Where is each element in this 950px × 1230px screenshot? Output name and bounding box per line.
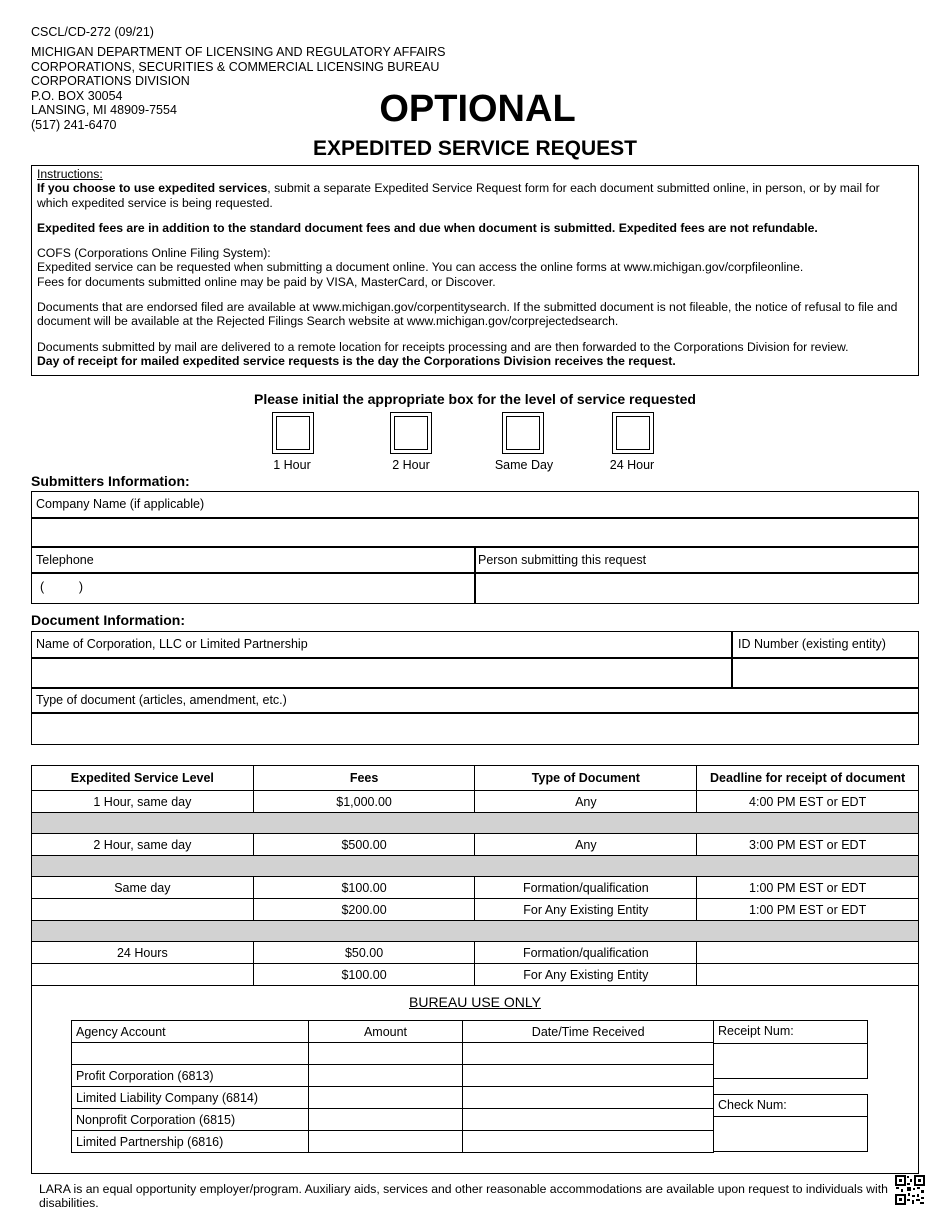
document-section-title: Document Information: <box>31 612 185 628</box>
check-number-box <box>713 1094 868 1152</box>
agency-line: CORPORATIONS DIVISION <box>31 74 190 88</box>
form-title: OPTIONAL <box>379 88 576 130</box>
instructions-cofs-text: Expedited service can be requested when submitting a document online. You can access the online forms at www.michigan.gov/corpfileonline. <box>37 260 804 275</box>
footer-statement: LARA is an equal opportunity employer/program. Auxiliary aids, services and other reasonable accommodations are available upon request to individuals with disabilities. <box>39 1182 888 1210</box>
column-header: Type of Document <box>475 766 697 791</box>
table-row <box>72 1087 714 1109</box>
column-header: Agency Account <box>72 1021 309 1043</box>
column-header: Date/Time Received <box>463 1021 714 1043</box>
service-1-hour-checkbox[interactable] <box>272 412 314 454</box>
id-number-field[interactable] <box>734 659 916 686</box>
telephone-field[interactable]: ( ) <box>40 580 84 594</box>
table-row <box>72 1131 714 1153</box>
table-cell: $100.00 <box>253 877 475 899</box>
instructions-cofs-payment: Fees for documents submitted online may be paid by VISA, MasterCard, or Discover. <box>37 274 496 289</box>
table-cell: Formation/qualification <box>475 942 697 964</box>
table-cell <box>697 964 919 986</box>
table-separator-row <box>32 921 919 942</box>
table-cell: Any <box>475 791 697 813</box>
date-received-field[interactable] <box>463 1043 714 1065</box>
receipt-number-label: Receipt Num: <box>718 1024 794 1038</box>
telephone-label: Telephone <box>36 553 94 567</box>
instructions-mail-notice: Day of receipt for mailed expedited service requests is the day the Corporations Division receives the request. <box>37 353 676 368</box>
instructions-bold-lead: If you choose to use expedited services <box>37 181 268 196</box>
document-type-field[interactable] <box>34 714 916 743</box>
service-option-label: 24 Hour <box>609 458 655 472</box>
table-row <box>32 877 919 899</box>
column-header: Deadline for receipt of document <box>697 766 919 791</box>
amount-field[interactable] <box>308 1109 463 1131</box>
corporation-name-label: Name of Corporation, LLC or Limited Partnership <box>36 637 308 651</box>
table-cell: 2 Hour, same day <box>32 834 254 856</box>
service-same-day-checkbox[interactable] <box>502 412 544 454</box>
amount-field[interactable] <box>308 1065 463 1087</box>
table-cell: 4:00 PM EST or EDT <box>697 791 919 813</box>
receipt-number-field[interactable] <box>715 1045 866 1078</box>
table-cell: $50.00 <box>253 942 475 964</box>
instructions-search-text: Documents that are endorsed filed are available at www.michigan.gov/corpentitysearch. If the submitted document is not fileable, the notice of refusal to file and document will be available at the Rejected Filings Search website at www.michigan.gov/corprejectedsearch. <box>37 300 898 329</box>
agency-account-name: Limited Liability Company (6814) <box>72 1087 309 1109</box>
bureau-account-table <box>71 1020 714 1153</box>
agency-account-name: Limited Partnership (6816) <box>72 1131 309 1153</box>
person-submitting-label: Person submitting this request <box>478 553 647 567</box>
instructions-paragraph <box>37 181 913 210</box>
table-separator-row <box>32 856 919 877</box>
form-subtitle: EXPEDITED SERVICE REQUEST <box>312 137 638 160</box>
document-type-label: Type of document (articles, amendment, etc.) <box>36 693 287 707</box>
instructions-mail-text: Documents submitted by mail are delivered to a remote location for receipts processing and are then forwarded to the Corporations Division for review. <box>37 339 849 354</box>
agency-line: (517) 241-6470 <box>31 117 117 132</box>
table-header-row <box>32 766 919 791</box>
table-row <box>32 942 919 964</box>
table-cell <box>697 942 919 964</box>
instructions-box <box>31 165 919 376</box>
amount-field[interactable] <box>308 1131 463 1153</box>
date-received-field[interactable] <box>463 1131 714 1153</box>
table-cell: 1:00 PM EST or EDT <box>697 899 919 921</box>
service-2-hour-checkbox[interactable] <box>390 412 432 454</box>
form-number: CSCL/CD-272 (09/21) <box>31 25 154 39</box>
table-row <box>72 1065 714 1087</box>
table-row <box>32 791 919 813</box>
service-option-label: 2 Hour <box>392 458 430 472</box>
instructions-heading: Instructions: <box>37 167 103 181</box>
date-received-field[interactable] <box>463 1109 714 1131</box>
table-cell: For Any Existing Entity <box>475 899 697 921</box>
table-header-row <box>72 1021 714 1043</box>
table-cell: 1 Hour, same day <box>32 791 254 813</box>
table-cell: Any <box>475 834 697 856</box>
table-row <box>32 834 919 856</box>
agency-account-name: Profit Corporation (6813) <box>72 1065 309 1087</box>
table-cell: $200.00 <box>253 899 475 921</box>
amount-field[interactable] <box>308 1043 463 1065</box>
table-row <box>32 964 919 986</box>
agency-line: CORPORATIONS, SECURITIES & COMMERCIAL LICENSING BUREAU <box>31 59 440 74</box>
table-cell <box>32 899 254 921</box>
column-header: Expedited Service Level <box>32 766 254 791</box>
agency-account-name: Nonprofit Corporation (6815) <box>72 1109 309 1131</box>
table-cell: 3:00 PM EST or EDT <box>697 834 919 856</box>
service-option-label: Same Day <box>494 458 554 472</box>
column-header: Amount <box>308 1021 463 1043</box>
table-cell <box>32 964 254 986</box>
company-name-label: Company Name (if applicable) <box>36 497 205 511</box>
id-number-label: ID Number (existing entity) <box>738 637 886 651</box>
check-number-label: Check Num: <box>718 1098 787 1112</box>
instructions-fee-notice: Expedited fees are in addition to the standard document fees and due when document is submitted. Expedited fees are not refundable. <box>37 220 818 235</box>
company-name-field[interactable] <box>34 519 916 545</box>
person-submitting-field[interactable] <box>477 574 915 602</box>
table-separator-row <box>32 813 919 834</box>
service-option-label: 1 Hour <box>273 458 311 472</box>
agency-line: MICHIGAN DEPARTMENT OF LICENSING AND REGULATORY AFFAIRS <box>31 45 446 59</box>
bureau-use-title: BUREAU USE ONLY <box>409 994 541 1010</box>
submitter-section-title: Submitters Information: <box>31 473 190 489</box>
corporation-name-field[interactable] <box>34 659 729 686</box>
table-cell: For Any Existing Entity <box>475 964 697 986</box>
check-number-field[interactable] <box>715 1118 866 1151</box>
date-received-field[interactable] <box>463 1087 714 1109</box>
table-cell: $1,000.00 <box>253 791 475 813</box>
qr-code-icon <box>895 1175 925 1205</box>
agency-line: LANSING, MI 48909-7554 <box>31 103 177 117</box>
table-cell: 24 Hours <box>32 942 254 964</box>
table-cell: $500.00 <box>253 834 475 856</box>
service-24-hour-checkbox[interactable] <box>612 412 654 454</box>
receipt-number-box <box>713 1020 868 1079</box>
table-row <box>72 1043 714 1065</box>
table-row <box>72 1109 714 1131</box>
table-cell: 1:00 PM EST or EDT <box>697 877 919 899</box>
date-received-field[interactable] <box>463 1065 714 1087</box>
table-cell: $100.00 <box>253 964 475 986</box>
document-form <box>31 631 919 745</box>
expedited-fee-table <box>31 765 919 986</box>
amount-field[interactable] <box>308 1087 463 1109</box>
instructions-text: , submit a separate Expedited Service Request form for each document submitted online, in person, or by mail for which expedited service is being requested. <box>37 181 880 210</box>
submitter-form <box>31 491 919 604</box>
agency-account-name <box>72 1043 309 1065</box>
column-header: Fees <box>253 766 475 791</box>
table-row <box>32 899 919 921</box>
agency-line: P.O. BOX 30054 <box>31 88 123 103</box>
service-level-prompt: Please initial the appropriate box for the level of service requested <box>254 391 696 407</box>
instructions-cofs-heading: COFS (Corporations Online Filing System): <box>37 246 271 261</box>
table-cell: Same day <box>32 877 254 899</box>
table-cell: Formation/qualification <box>475 877 697 899</box>
